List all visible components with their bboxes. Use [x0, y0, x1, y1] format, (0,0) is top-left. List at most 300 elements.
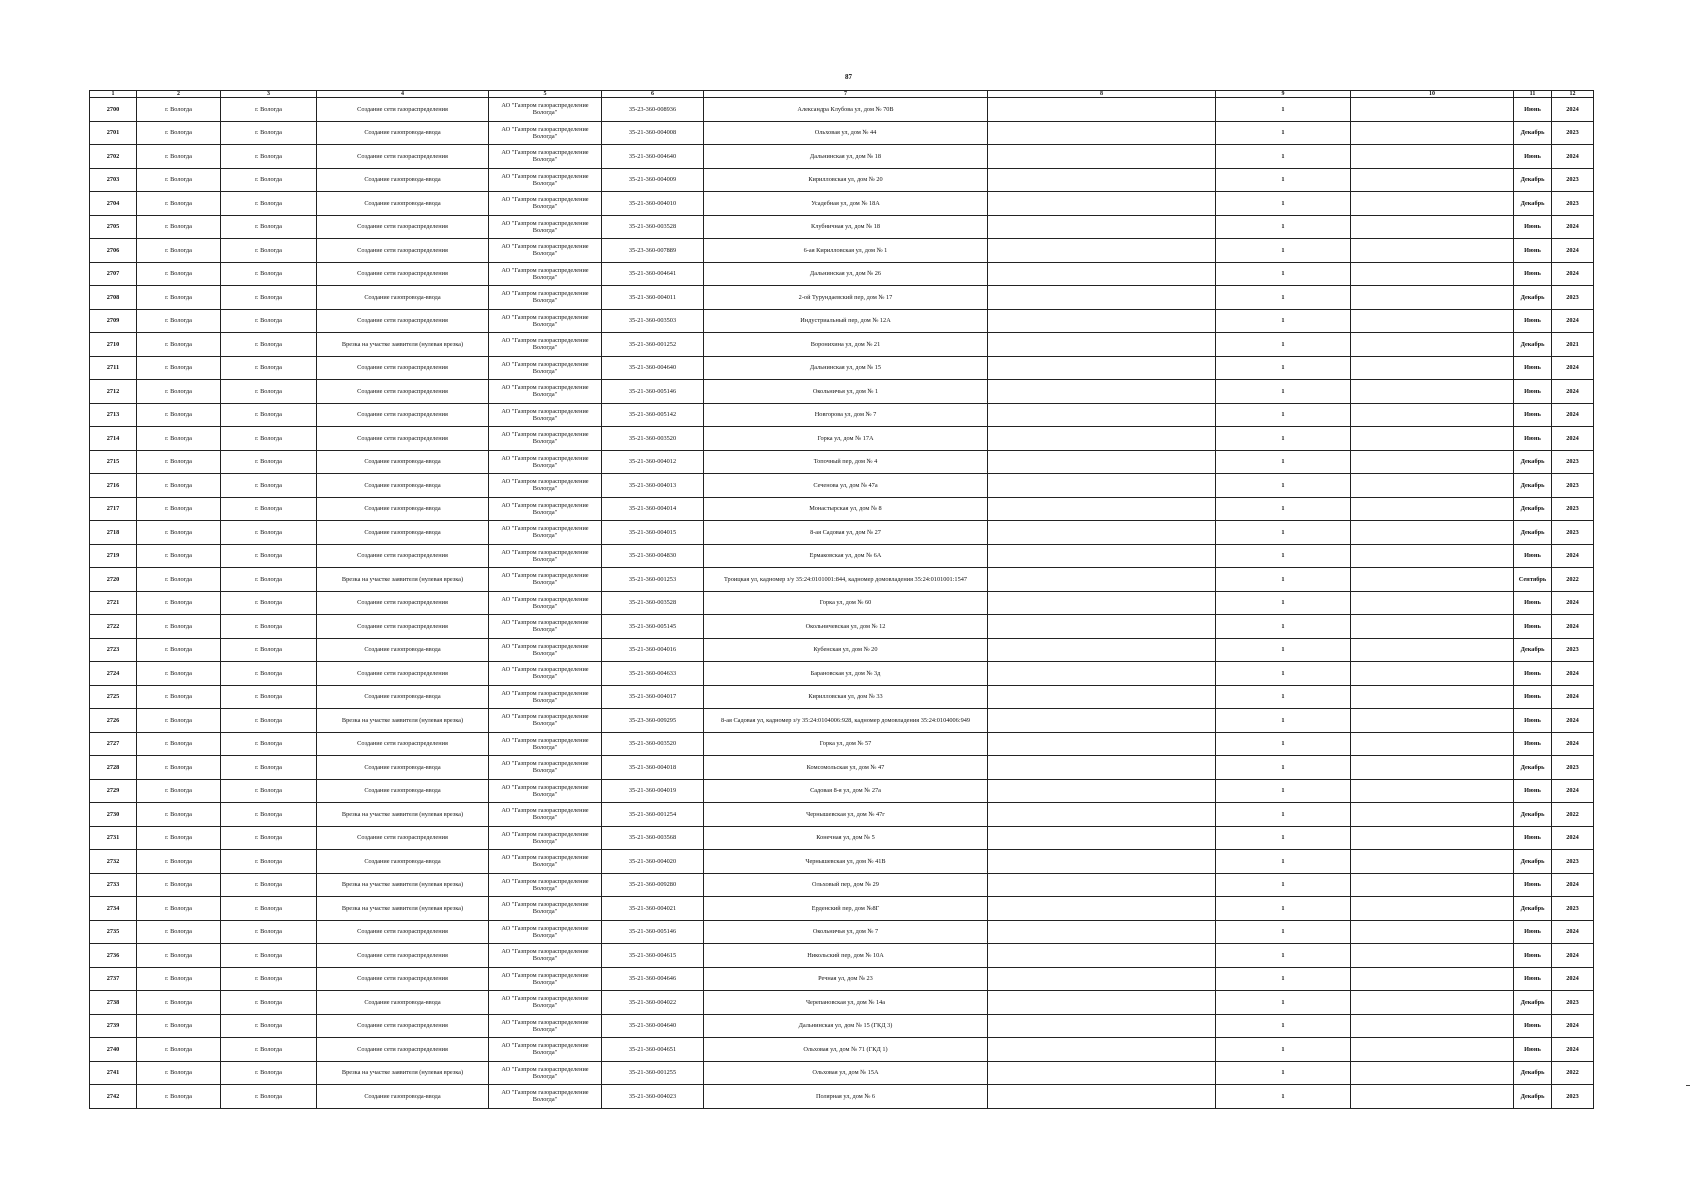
municipality-cell: г. Вологда: [137, 779, 221, 803]
empty-cell-cell: [1351, 239, 1514, 263]
application-number-cell: 35-21-360-004640: [602, 1014, 704, 1038]
month-cell: Июнь: [1514, 873, 1552, 897]
locality-cell: г. Вологда: [221, 309, 317, 333]
address-cell: Дальнинская ул, дом № 18: [704, 145, 988, 169]
address-cell: Чернышевская ул, дом № 41В: [704, 850, 988, 874]
month-cell: Июнь: [1514, 309, 1552, 333]
application-number-cell: 35-21-360-004615: [602, 944, 704, 968]
table-row: [90, 309, 1594, 333]
work-type-cell: Врезка на участке заявителя (нулевая врезка): [317, 333, 489, 357]
quantity-cell: 1: [1216, 920, 1351, 944]
year-cell: 2024: [1552, 215, 1594, 239]
municipality-cell: г. Вологда: [137, 168, 221, 192]
empty-cell-cell: [988, 192, 1216, 216]
municipality-cell: г. Вологда: [137, 286, 221, 310]
empty-cell-cell: [988, 168, 1216, 192]
month-cell: Декабрь: [1514, 897, 1552, 921]
municipality-cell: г. Вологда: [137, 967, 221, 991]
empty-cell-cell: [988, 967, 1216, 991]
row-number-cell: 2735: [90, 920, 137, 944]
application-number-cell: 35-23-360-007889: [602, 239, 704, 263]
empty-cell-cell: [1351, 1014, 1514, 1038]
locality-cell: г. Вологда: [221, 262, 317, 286]
month-cell: Июнь: [1514, 732, 1552, 756]
column-number-cell: 6: [602, 91, 704, 98]
month-cell: Декабрь: [1514, 521, 1552, 545]
row-number-cell: 2723: [90, 638, 137, 662]
year-cell: 2024: [1552, 427, 1594, 451]
quantity-cell: 1: [1216, 450, 1351, 474]
year-cell: 2023: [1552, 991, 1594, 1015]
organization-cell: АО "Газпром газораспределение Вологда": [489, 826, 602, 850]
organization-cell: АО "Газпром газораспределение Вологда": [489, 239, 602, 263]
locality-cell: г. Вологда: [221, 591, 317, 615]
work-type-cell: Создание газопровода-ввода: [317, 521, 489, 545]
quantity-cell: 1: [1216, 380, 1351, 404]
table-row: [90, 121, 1594, 145]
application-number-cell: 35-21-360-004633: [602, 662, 704, 686]
quantity-cell: 1: [1216, 168, 1351, 192]
work-type-cell: Создание газопровода-ввода: [317, 497, 489, 521]
address-cell: Топочный пер, дом № 4: [704, 450, 988, 474]
table-row: [90, 944, 1594, 968]
row-number-cell: 2734: [90, 897, 137, 921]
month-cell: Июнь: [1514, 826, 1552, 850]
address-cell: Кубенская ул, дом № 20: [704, 638, 988, 662]
municipality-cell: г. Вологда: [137, 1014, 221, 1038]
locality-cell: г. Вологда: [221, 380, 317, 404]
organization-cell: АО "Газпром газораспределение Вологда": [489, 850, 602, 874]
register-table: [89, 90, 1594, 1109]
empty-cell-cell: [1351, 873, 1514, 897]
row-number-cell: 2722: [90, 615, 137, 639]
organization-cell: АО "Газпром газораспределение Вологда": [489, 1061, 602, 1085]
table-row: [90, 920, 1594, 944]
empty-cell-cell: [988, 991, 1216, 1015]
empty-cell-cell: [988, 850, 1216, 874]
work-type-cell: Создание сети газораспределения: [317, 215, 489, 239]
organization-cell: АО "Газпром газораспределение Вологда": [489, 991, 602, 1015]
quantity-cell: 1: [1216, 1085, 1351, 1109]
locality-cell: г. Вологда: [221, 239, 317, 263]
month-cell: Декабрь: [1514, 756, 1552, 780]
address-cell: Александра Клубова ул, дом № 70В: [704, 98, 988, 122]
address-cell: Троицкая ул, кадномер з/у 35:24:0101001:844, кадномер домовладения 35:24:0101001:1547: [704, 568, 988, 592]
locality-cell: г. Вологда: [221, 615, 317, 639]
work-type-cell: Создание газопровода-ввода: [317, 121, 489, 145]
table-row: [90, 568, 1594, 592]
empty-cell-cell: [988, 1038, 1216, 1062]
table-row: [90, 286, 1594, 310]
month-cell: Декабрь: [1514, 333, 1552, 357]
locality-cell: г. Вологда: [221, 427, 317, 451]
work-type-cell: Создание газопровода-ввода: [317, 756, 489, 780]
empty-cell-cell: [988, 380, 1216, 404]
empty-cell-cell: [1351, 709, 1514, 733]
empty-cell-cell: [1351, 521, 1514, 545]
application-number-cell: 35-21-360-009280: [602, 873, 704, 897]
organization-cell: АО "Газпром газораспределение Вологда": [489, 779, 602, 803]
locality-cell: г. Вологда: [221, 709, 317, 733]
empty-cell-cell: [988, 145, 1216, 169]
month-cell: Июнь: [1514, 685, 1552, 709]
month-cell: Декабрь: [1514, 286, 1552, 310]
row-number-cell: 2715: [90, 450, 137, 474]
locality-cell: г. Вологда: [221, 121, 317, 145]
year-cell: 2024: [1552, 1014, 1594, 1038]
year-cell: 2022: [1552, 568, 1594, 592]
application-number-cell: 35-21-360-004017: [602, 685, 704, 709]
row-number-cell: 2738: [90, 991, 137, 1015]
work-type-cell: Создание сети газораспределения: [317, 732, 489, 756]
empty-cell-cell: [988, 662, 1216, 686]
locality-cell: г. Вологда: [221, 826, 317, 850]
table-row: [90, 168, 1594, 192]
table-row: [90, 1061, 1594, 1085]
year-cell: 2024: [1552, 920, 1594, 944]
empty-cell-cell: [988, 286, 1216, 310]
application-number-cell: 35-21-360-004023: [602, 1085, 704, 1109]
municipality-cell: г. Вологда: [137, 826, 221, 850]
empty-cell-cell: [988, 1085, 1216, 1109]
work-type-cell: Врезка на участке заявителя (нулевая врезка): [317, 709, 489, 733]
municipality-cell: г. Вологда: [137, 356, 221, 380]
municipality-cell: г. Вологда: [137, 803, 221, 827]
empty-cell-cell: [1351, 568, 1514, 592]
address-cell: Комсомольская ул, дом № 47: [704, 756, 988, 780]
address-cell: Никольский пер, дом № 10А: [704, 944, 988, 968]
empty-cell-cell: [988, 521, 1216, 545]
address-cell: Кирилловская ул, дом № 33: [704, 685, 988, 709]
month-cell: Июнь: [1514, 709, 1552, 733]
work-type-cell: Создание газопровода-ввода: [317, 474, 489, 498]
application-number-cell: 35-21-360-004646: [602, 967, 704, 991]
quantity-cell: 1: [1216, 991, 1351, 1015]
locality-cell: г. Вологда: [221, 920, 317, 944]
work-type-cell: Врезка на участке заявителя (нулевая врезка): [317, 873, 489, 897]
quantity-cell: 1: [1216, 873, 1351, 897]
locality-cell: г. Вологда: [221, 168, 317, 192]
row-number-cell: 2700: [90, 98, 137, 122]
work-type-cell: Создание сети газораспределения: [317, 98, 489, 122]
year-cell: 2024: [1552, 779, 1594, 803]
month-cell: Июнь: [1514, 239, 1552, 263]
application-number-cell: 35-21-360-005146: [602, 920, 704, 944]
table-row: [90, 897, 1594, 921]
organization-cell: АО "Газпром газораспределение Вологда": [489, 427, 602, 451]
quantity-cell: 1: [1216, 356, 1351, 380]
municipality-cell: г. Вологда: [137, 591, 221, 615]
row-number-cell: 2710: [90, 333, 137, 357]
empty-cell-cell: [988, 709, 1216, 733]
locality-cell: г. Вологда: [221, 1085, 317, 1109]
application-number-cell: 35-21-360-005145: [602, 615, 704, 639]
address-cell: Ольховая ул, дом № 15А: [704, 1061, 988, 1085]
month-cell: Декабрь: [1514, 1061, 1552, 1085]
work-type-cell: Создание сети газораспределения: [317, 309, 489, 333]
municipality-cell: г. Вологда: [137, 192, 221, 216]
column-number-cell: 9: [1216, 91, 1351, 98]
quantity-cell: 1: [1216, 826, 1351, 850]
table-row: [90, 991, 1594, 1015]
column-number-cell: 2: [137, 91, 221, 98]
row-number-cell: 2706: [90, 239, 137, 263]
application-number-cell: 35-21-360-001255: [602, 1061, 704, 1085]
year-cell: 2024: [1552, 732, 1594, 756]
row-number-cell: 2711: [90, 356, 137, 380]
table-row: [90, 615, 1594, 639]
empty-cell-cell: [988, 685, 1216, 709]
table-row: [90, 756, 1594, 780]
empty-cell-cell: [988, 98, 1216, 122]
application-number-cell: 35-21-360-004640: [602, 145, 704, 169]
quantity-cell: 1: [1216, 98, 1351, 122]
locality-cell: г. Вологда: [221, 497, 317, 521]
month-cell: Июнь: [1514, 967, 1552, 991]
row-number-cell: 2730: [90, 803, 137, 827]
work-type-cell: Врезка на участке заявителя (нулевая врезка): [317, 897, 489, 921]
organization-cell: АО "Газпром газораспределение Вологда": [489, 1014, 602, 1038]
quantity-cell: 1: [1216, 427, 1351, 451]
municipality-cell: г. Вологда: [137, 1038, 221, 1062]
address-cell: Чернышевская ул, дом № 47г: [704, 803, 988, 827]
table-row: [90, 98, 1594, 122]
work-type-cell: Создание газопровода-ввода: [317, 286, 489, 310]
empty-cell-cell: [1351, 685, 1514, 709]
margin-mark: [1686, 1085, 1690, 1086]
locality-cell: г. Вологда: [221, 403, 317, 427]
empty-cell-cell: [988, 497, 1216, 521]
year-cell: 2024: [1552, 309, 1594, 333]
table-row: [90, 427, 1594, 451]
quantity-cell: 1: [1216, 262, 1351, 286]
address-cell: Горка ул, дом № 57: [704, 732, 988, 756]
work-type-cell: Создание сети газораспределения: [317, 591, 489, 615]
quantity-cell: 1: [1216, 286, 1351, 310]
quantity-cell: 1: [1216, 403, 1351, 427]
empty-cell-cell: [988, 732, 1216, 756]
work-type-cell: Создание газопровода-ввода: [317, 779, 489, 803]
empty-cell-cell: [1351, 286, 1514, 310]
row-number-cell: 2713: [90, 403, 137, 427]
address-cell: Окольничья ул, дом № 1: [704, 380, 988, 404]
month-cell: Декабрь: [1514, 192, 1552, 216]
month-cell: Июнь: [1514, 427, 1552, 451]
application-number-cell: 35-21-360-004830: [602, 544, 704, 568]
empty-cell-cell: [988, 121, 1216, 145]
month-cell: Июнь: [1514, 403, 1552, 427]
municipality-cell: г. Вологда: [137, 709, 221, 733]
work-type-cell: Врезка на участке заявителя (нулевая врезка): [317, 568, 489, 592]
empty-cell-cell: [1351, 427, 1514, 451]
work-type-cell: Создание сети газораспределения: [317, 239, 489, 263]
empty-cell-cell: [988, 333, 1216, 357]
locality-cell: г. Вологда: [221, 967, 317, 991]
empty-cell-cell: [1351, 897, 1514, 921]
row-number-cell: 2742: [90, 1085, 137, 1109]
organization-cell: АО "Газпром газораспределение Вологда": [489, 615, 602, 639]
empty-cell-cell: [988, 568, 1216, 592]
column-number-row: [90, 91, 1594, 98]
row-number-cell: 2724: [90, 662, 137, 686]
year-cell: 2024: [1552, 262, 1594, 286]
month-cell: Декабрь: [1514, 168, 1552, 192]
application-number-cell: 35-21-360-004010: [602, 192, 704, 216]
year-cell: 2024: [1552, 873, 1594, 897]
locality-cell: г. Вологда: [221, 756, 317, 780]
year-cell: 2024: [1552, 591, 1594, 615]
year-cell: 2024: [1552, 239, 1594, 263]
organization-cell: АО "Газпром газораспределение Вологда": [489, 803, 602, 827]
row-number-cell: 2702: [90, 145, 137, 169]
row-number-cell: 2731: [90, 826, 137, 850]
empty-cell-cell: [1351, 450, 1514, 474]
municipality-cell: г. Вологда: [137, 756, 221, 780]
year-cell: 2024: [1552, 826, 1594, 850]
quantity-cell: 1: [1216, 333, 1351, 357]
table-row: [90, 356, 1594, 380]
municipality-cell: г. Вологда: [137, 262, 221, 286]
address-cell: Черепановская ул, дом № 14а: [704, 991, 988, 1015]
empty-cell-cell: [988, 779, 1216, 803]
address-cell: Монастырская ул, дом № 8: [704, 497, 988, 521]
table-row: [90, 544, 1594, 568]
row-number-cell: 2721: [90, 591, 137, 615]
address-cell: Кирилловская ул, дом № 20: [704, 168, 988, 192]
organization-cell: АО "Газпром газораспределение Вологда": [489, 1085, 602, 1109]
empty-cell-cell: [988, 356, 1216, 380]
quantity-cell: 1: [1216, 521, 1351, 545]
organization-cell: АО "Газпром газораспределение Вологда": [489, 215, 602, 239]
year-cell: 2023: [1552, 638, 1594, 662]
year-cell: 2023: [1552, 850, 1594, 874]
locality-cell: г. Вологда: [221, 803, 317, 827]
work-type-cell: Создание сети газораспределения: [317, 427, 489, 451]
work-type-cell: Создание сети газораспределения: [317, 145, 489, 169]
organization-cell: АО "Газпром газораспределение Вологда": [489, 756, 602, 780]
application-number-cell: 35-21-360-004015: [602, 521, 704, 545]
empty-cell-cell: [988, 756, 1216, 780]
application-number-cell: 35-23-360-009295: [602, 709, 704, 733]
locality-cell: г. Вологда: [221, 897, 317, 921]
municipality-cell: г. Вологда: [137, 333, 221, 357]
work-type-cell: Создание газопровода-ввода: [317, 685, 489, 709]
table-row: [90, 262, 1594, 286]
empty-cell-cell: [1351, 991, 1514, 1015]
address-cell: Клубничная ул, дом № 18: [704, 215, 988, 239]
row-number-cell: 2703: [90, 168, 137, 192]
municipality-cell: г. Вологда: [137, 568, 221, 592]
organization-cell: АО "Газпром газораспределение Вологда": [489, 521, 602, 545]
organization-cell: АО "Газпром газораспределение Вологда": [489, 333, 602, 357]
empty-cell-cell: [1351, 756, 1514, 780]
quantity-cell: 1: [1216, 145, 1351, 169]
empty-cell-cell: [988, 262, 1216, 286]
locality-cell: г. Вологда: [221, 944, 317, 968]
table-row: [90, 591, 1594, 615]
month-cell: Декабрь: [1514, 1085, 1552, 1109]
year-cell: 2023: [1552, 474, 1594, 498]
empty-cell-cell: [1351, 121, 1514, 145]
row-number-cell: 2733: [90, 873, 137, 897]
month-cell: Сентябрь: [1514, 568, 1552, 592]
quantity-cell: 1: [1216, 638, 1351, 662]
row-number-cell: 2726: [90, 709, 137, 733]
empty-cell-cell: [1351, 544, 1514, 568]
address-cell: Садовая 8-я ул, дом № 27а: [704, 779, 988, 803]
locality-cell: г. Вологда: [221, 544, 317, 568]
quantity-cell: 1: [1216, 215, 1351, 239]
address-cell: Ермаковская ул, дом № 6А: [704, 544, 988, 568]
year-cell: 2024: [1552, 709, 1594, 733]
month-cell: Июнь: [1514, 544, 1552, 568]
organization-cell: АО "Газпром газораспределение Вологда": [489, 168, 602, 192]
row-number-cell: 2716: [90, 474, 137, 498]
table-row: [90, 1014, 1594, 1038]
work-type-cell: Создание сети газораспределения: [317, 1038, 489, 1062]
quantity-cell: 1: [1216, 239, 1351, 263]
address-cell: Окольничья ул, дом № 7: [704, 920, 988, 944]
application-number-cell: 35-21-360-004008: [602, 121, 704, 145]
column-number-cell: 5: [489, 91, 602, 98]
work-type-cell: Создание сети газораспределения: [317, 356, 489, 380]
table-row: [90, 497, 1594, 521]
empty-cell-cell: [988, 615, 1216, 639]
organization-cell: АО "Газпром газораспределение Вологда": [489, 474, 602, 498]
year-cell: 2024: [1552, 403, 1594, 427]
work-type-cell: Создание сети газораспределения: [317, 262, 489, 286]
empty-cell-cell: [1351, 967, 1514, 991]
table-row: [90, 873, 1594, 897]
empty-cell-cell: [1351, 168, 1514, 192]
quantity-cell: 1: [1216, 192, 1351, 216]
quantity-cell: 1: [1216, 756, 1351, 780]
month-cell: Декабрь: [1514, 121, 1552, 145]
year-cell: 2024: [1552, 145, 1594, 169]
work-type-cell: Создание газопровода-ввода: [317, 991, 489, 1015]
application-number-cell: 35-21-360-005146: [602, 380, 704, 404]
work-type-cell: Создание газопровода-ввода: [317, 638, 489, 662]
year-cell: 2023: [1552, 497, 1594, 521]
page-number: 87: [845, 73, 852, 81]
work-type-cell: Создание сети газораспределения: [317, 403, 489, 427]
organization-cell: АО "Газпром газораспределение Вологда": [489, 1038, 602, 1062]
table-row: [90, 333, 1594, 357]
municipality-cell: г. Вологда: [137, 685, 221, 709]
empty-cell-cell: [1351, 333, 1514, 357]
municipality-cell: г. Вологда: [137, 497, 221, 521]
empty-cell-cell: [988, 803, 1216, 827]
row-number-cell: 2725: [90, 685, 137, 709]
municipality-cell: г. Вологда: [137, 403, 221, 427]
row-number-cell: 2728: [90, 756, 137, 780]
year-cell: 2024: [1552, 98, 1594, 122]
month-cell: Июнь: [1514, 1038, 1552, 1062]
address-cell: Барановская ул, дом № 3д: [704, 662, 988, 686]
table-row: [90, 215, 1594, 239]
locality-cell: г. Вологда: [221, 850, 317, 874]
quantity-cell: 1: [1216, 497, 1351, 521]
table-row: [90, 380, 1594, 404]
empty-cell-cell: [988, 450, 1216, 474]
row-number-cell: 2705: [90, 215, 137, 239]
municipality-cell: г. Вологда: [137, 450, 221, 474]
year-cell: 2024: [1552, 544, 1594, 568]
year-cell: 2022: [1552, 803, 1594, 827]
municipality-cell: г. Вологда: [137, 1061, 221, 1085]
table-row: [90, 803, 1594, 827]
organization-cell: АО "Газпром газораспределение Вологда": [489, 709, 602, 733]
